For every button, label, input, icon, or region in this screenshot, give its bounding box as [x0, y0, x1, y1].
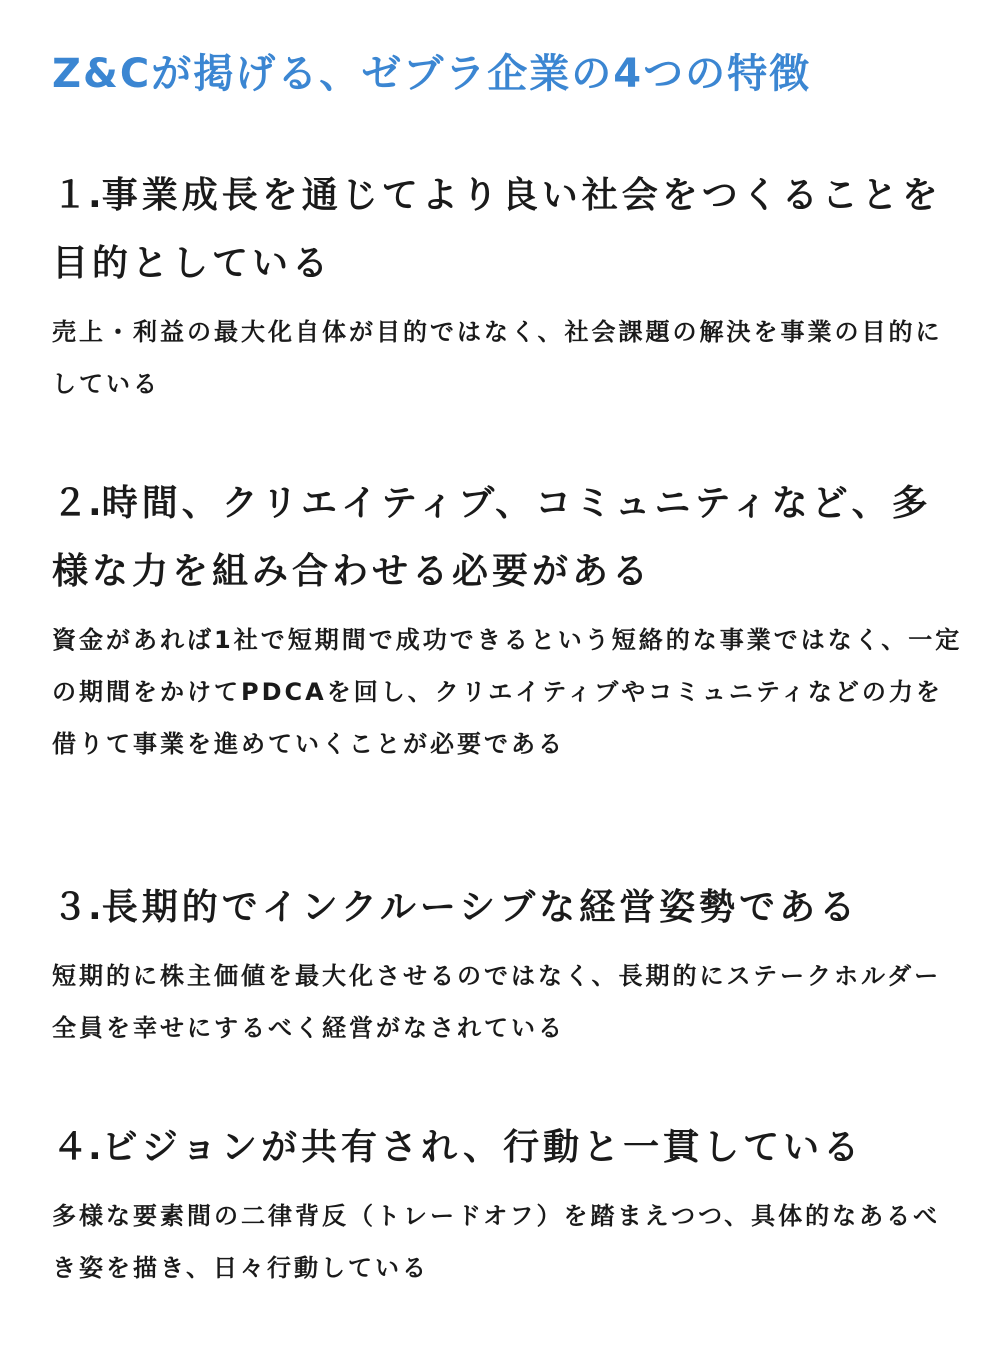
feature-heading — [52, 470, 967, 606]
feature-heading-text: 時間、クリエイティブ、コミュニティなど、多様な力を組み合わせる必要がある — [52, 483, 932, 592]
feature-heading — [52, 1114, 967, 1182]
page-title: Z&Cが掲げる、ゼブラ企業の4つの特徴 — [52, 51, 812, 97]
feature-2 — [52, 470, 967, 770]
feature-number: ４. — [52, 1127, 102, 1168]
feature-heading-text: 事業成長を通じてより良い社会をつくることを目的としている — [52, 175, 942, 284]
feature-1 — [52, 162, 967, 410]
feature-number: ２. — [52, 483, 102, 524]
feature-description: 売上・利益の最大化自体が目的ではなく、社会課題の解決を事業の目的にしている — [52, 318, 943, 398]
feature-number: １. — [52, 175, 102, 216]
feature-3 — [52, 874, 967, 1054]
feature-description: 多様な要素間の二律背反（トレードオフ）を踏まえつつ、具体的なあるべき姿を描き、日々行動している — [52, 1202, 941, 1282]
feature-heading-text: ビジョンが共有され、行動と一貫している — [101, 1127, 864, 1168]
feature-4 — [52, 1114, 967, 1294]
feature-number: ３. — [52, 887, 102, 928]
feature-description: 資金があれば1社で短期間で成功できるという短絡的な事業ではなく、一定の期間をかけてPDCAを回し、クリエイティブやコミュニティなどの力を借りて事業を進めていくことが必要である — [52, 626, 963, 758]
feature-description: 短期的に株主価値を最大化させるのではなく、長期的にステークホルダー全員を幸せにするべく経営がなされている — [52, 962, 942, 1042]
feature-heading-text: 長期的でインクルーシブな経営姿勢である — [101, 887, 860, 928]
feature-heading — [52, 874, 967, 942]
feature-heading — [52, 162, 967, 298]
